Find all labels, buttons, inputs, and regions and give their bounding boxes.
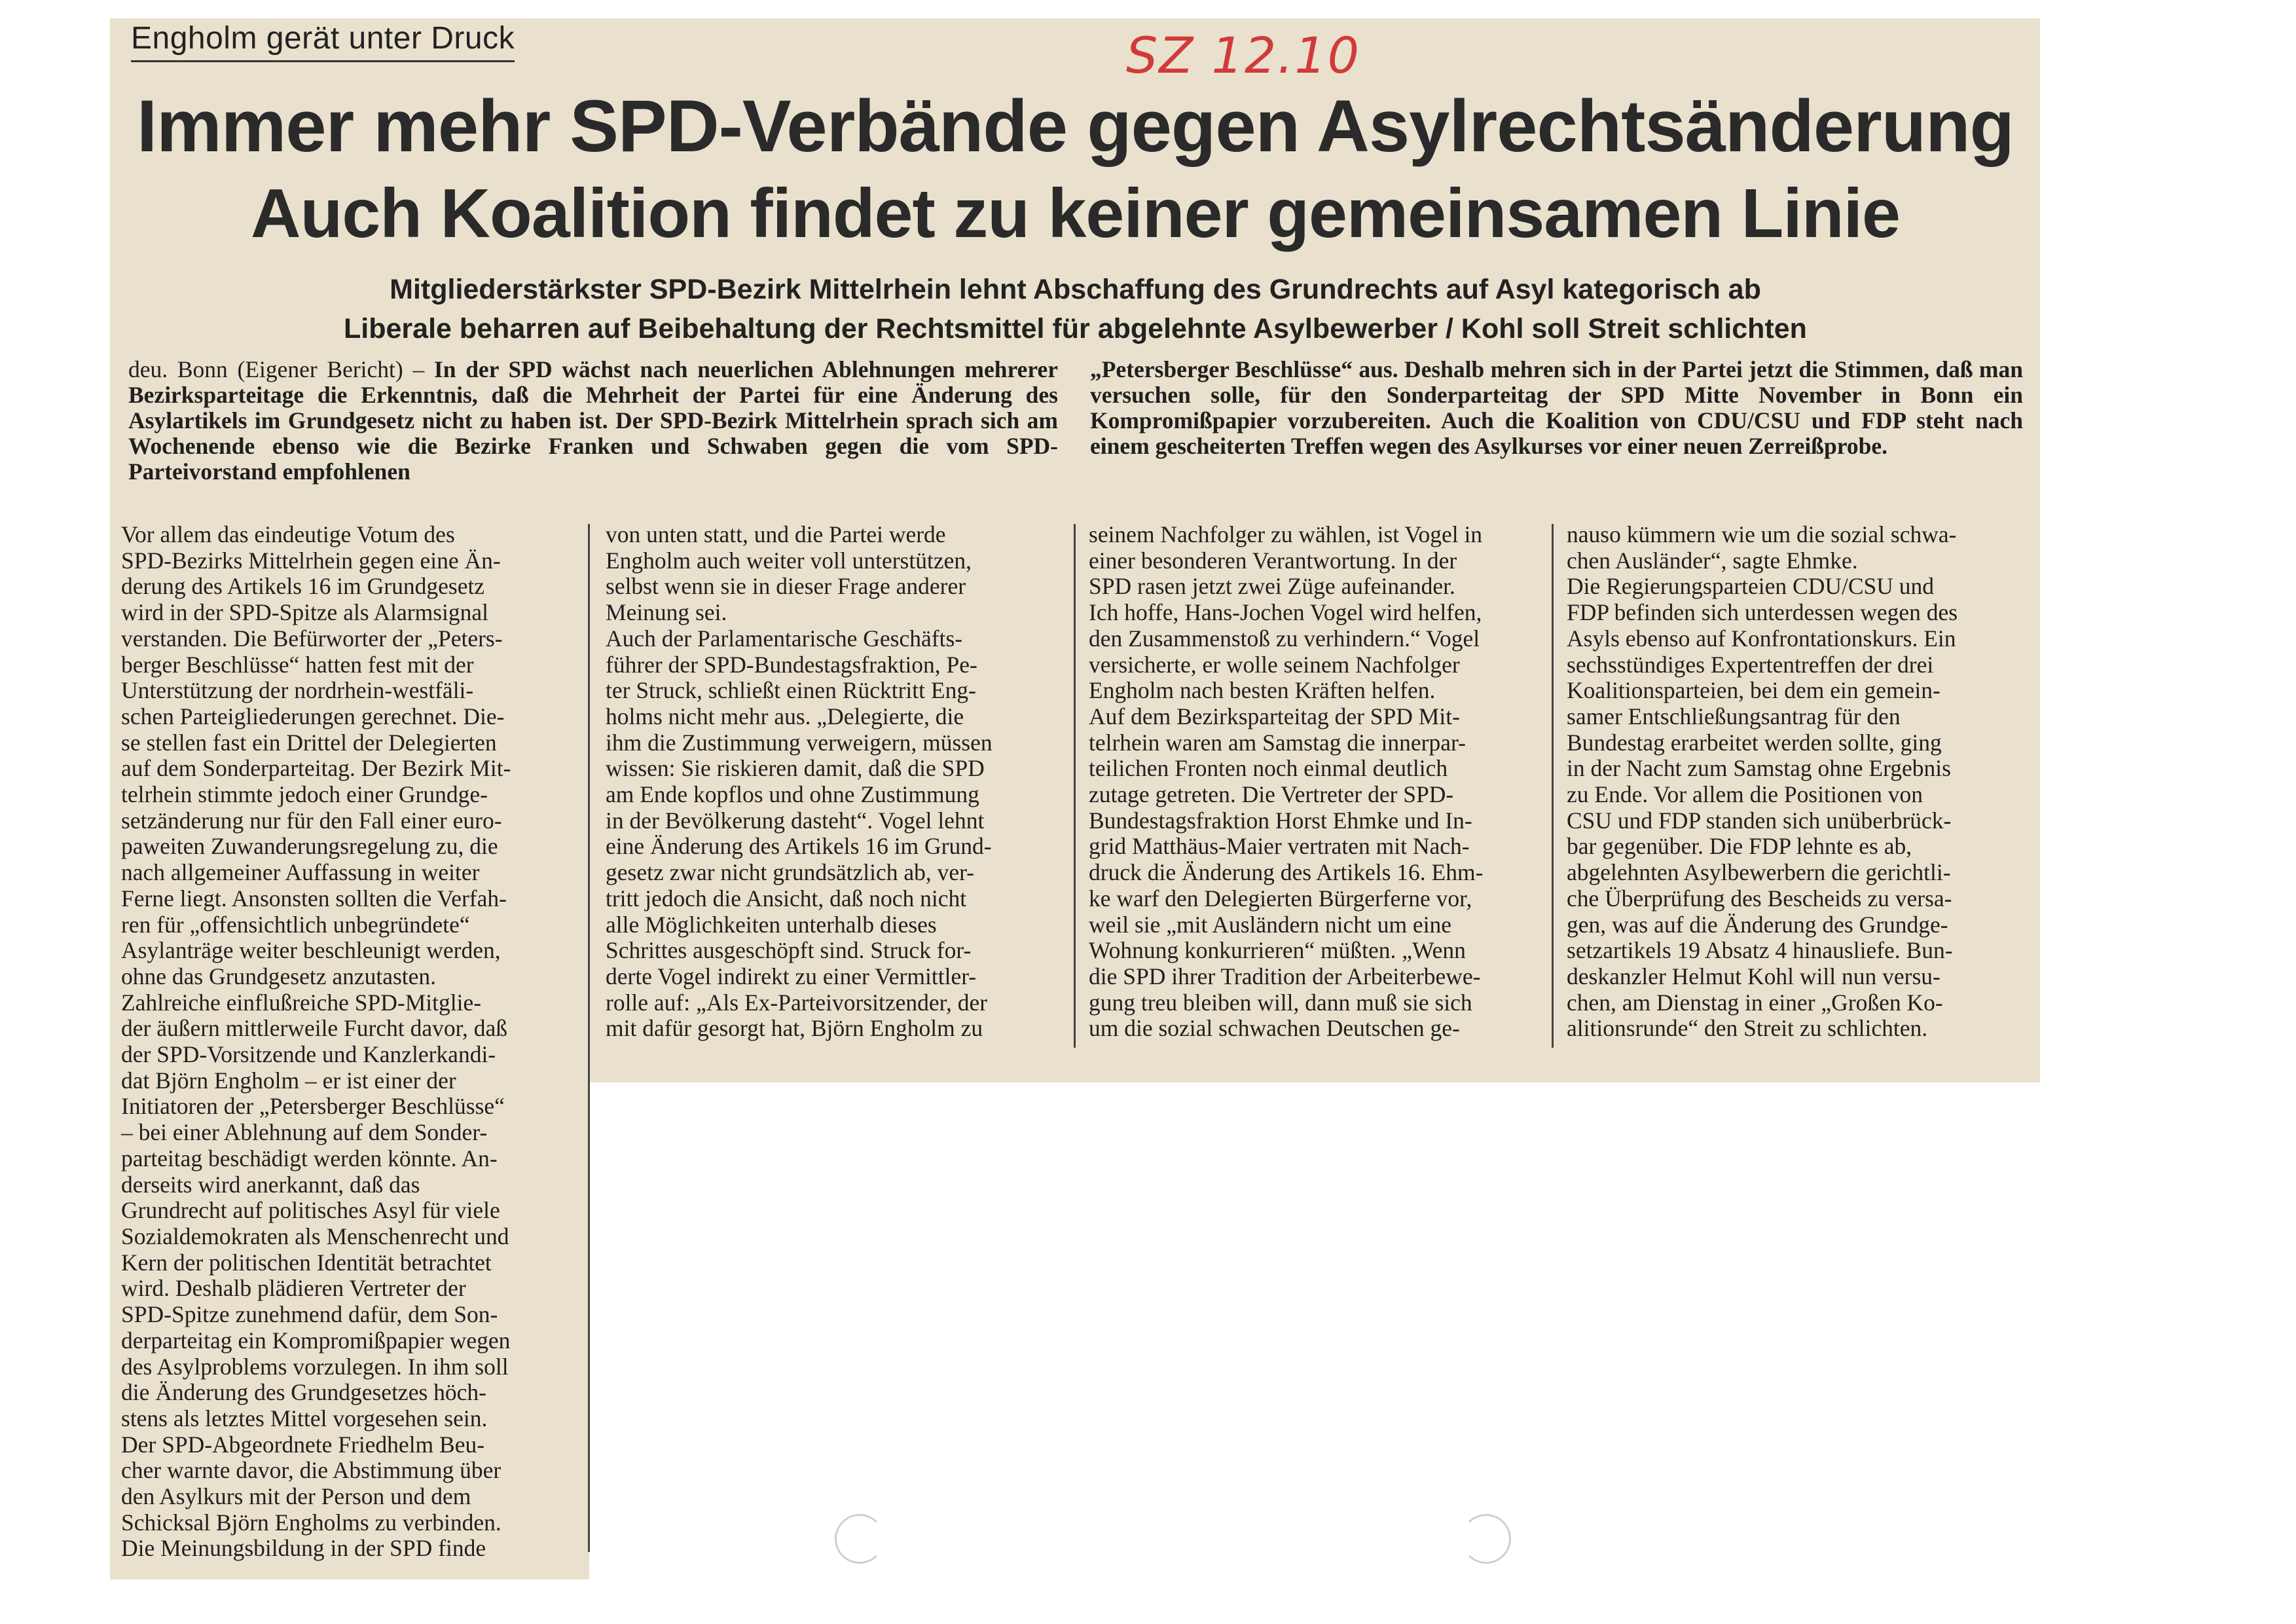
punch-hole-mark xyxy=(835,1514,884,1564)
body-column-1: Vor allem das eindeutige Votum des SPD-Bezirks Mittelrhein gegen eine Än- derung des Artikels 16 im Grundgesetz wird in der SPD-Spitze als Alarmsignal verstanden. Die Befürworter der „Peters- berger Beschlüsse“ hatten fest mit der Unterstützung der nordrhein-westfäli- schen Parteigliederungen gerechnet. Die- se stellen fast ein Drittel der Delegierten auf dem Sonderparteitag. Der Bezirk Mit- telrhein stimmte jedoch einer Grundge- setzänderung nur für den Fall einer euro- paweiten Zuwanderungsregelung zu, die nach allgemeiner Auffassung in weiter Ferne liegt. Ansonsten sollten die Verfah- ren für „offensichtlich unbegründete“ Asylanträge weiter beschleunigt werden, ohne das Grundgesetz anzutasten. Zahlreiche einflußreiche SPD-Mitglie- der äußern mittlerweile Furcht davor, daß der SPD-Vorsitzende und Kanzlerkandi- dat Björn Engholm – er ist einer der Initiatoren der „Petersberger Beschlüsse“ – bei einer Ablehnung auf dem Sonder- parteitag beschädigt werden könnte. An- derseits wird anerkannt, daß das Grundrecht auf politisches Asyl für viele Sozialdemokraten als Menschenrecht und Kern der politischen Identität betrachtet wird. Deshalb plädieren Vertreter der SPD-Spitze zunehmend dafür, dem Son- derparteitag ein Kompromißpapier wegen des Asylproblems vorzulegen. In ihm soll die Änderung des Grundgesetzes höch- stens als letztes Mittel vorgesehen sein. Der SPD-Abgeordnete Friedhelm Beu- cher warnte davor, die Abstimmung über den Asylkurs mit der Person und dem Schicksal Björn Engholms zu verbinden. Die Meinungsbildung in der SPD finde xyxy=(121,521,511,1562)
body-column-3: seinem Nachfolger zu wählen, ist Vogel in einer besonderen Verantwortung. In der SPD rasen jetzt zwei Züge aufeinander. Ich hoffe, Hans-Jochen Vogel wird helfen, den Zusammenstoß zu verhindern.“ Vogel versicherte, er wolle seinem Nachfolger Engholm nach besten Kräften helfen. Auf dem Bezirksparteitag der SPD Mit- telrhein waren am Samstag die innerpar- teilichen Fronten noch einmal deutlich zutage getreten. Die Vertreter der SPD- Bundestagsfraktion Horst Ehmke und In- grid Matthäus-Maier vertraten mit Nach- druck die Änderung des Artikels 16. Ehm- ke warf den Delegierten Bürgerferne vor, weil sie „mit Ausländern nicht um eine Wohnung konkurrieren“ müßten. „Wenn die SPD ihrer Tradition der Arbeiterbewe- gung treu bleiben will, dann muß sie sich um die sozial schwachen Deutschen ge- xyxy=(1089,521,1484,1042)
body-column-2: von unten statt, und die Partei werde Engholm auch weiter voll unterstützen, selbst wenn sie in dieser Frage anderer Meinung sei. Auch der Parlamentarische Geschäfts- führer der SPD-Bundestagsfraktion, Pe- ter Struck, schließt einen Rücktritt Eng- holms nicht mehr aus. „Delegierte, die ihm die Zustimmung verweigern, müssen wissen: Sie riskieren damit, daß die SPD am Ende kopflos und ohne Zustimmung in der Bevölkerung dasteht“. Vogel lehnt eine Änderung des Artikels 16 im Grund- gesetz zwar nicht grundsätzlich ab, ver- tritt jedoch die Ansicht, daß noch nicht alle Möglichkeiten unterhalb dieses Schrittes ausgeschöpft sind. Struck for- derte Vogel indirekt zu einer Vermittler- rolle auf: „Als Ex-Parteivorsitzender, der mit dafür gesorgt hat, Björn Engholm zu xyxy=(606,521,993,1042)
handwritten-note: SZ 12.10 xyxy=(1126,26,1361,84)
lead-text-left: In der SPD wächst nach neuerlichen Ablehnungen mehrerer Bezirksparteitage die Erkenntnis, daß die Mehrheit der Partei für eine Änderung des Asylartikels im Grundgesetz nicht zu haben ist. Der SPD-Bezirk Mittelrhein sprach sich am Wochenende ebenso wie die Bezirke Franken und Schwaben gegen die vom SPD-Parteivorstand empfohlenen xyxy=(128,356,1059,485)
column-divider xyxy=(1552,524,1554,1048)
headline-line-2: Auch Koalition findet zu keiner gemeinsamen Linie xyxy=(251,175,1900,252)
lead-paragraph-left xyxy=(128,357,1058,485)
subheadline-line-1: Mitgliederstärkster SPD-Bezirk Mittelrhein lehnt Abschaffung des Grundrechts auf Asyl kategorisch ab xyxy=(390,274,1761,305)
headline-line-1: Immer mehr SPD-Verbände gegen Asylrechtsänderung xyxy=(137,85,2014,167)
body-column-4: nauso kümmern wie um die sozial schwa- chen Ausländer“, sagte Ehmke. Die Regierungsparteien CDU/CSU und FDP befinden sich unterdessen wegen des Asyls ebenso auf Konfrontationskurs. Ein sechsstündiges Expertentreffen der drei Koalitionsparteien, bei dem ein gemein- samer Entschließungsantrag für den Bundestag erarbeitet werden sollte, ging in der Nacht zum Samstag ohne Ergebnis zu Ende. Vor allem die Positionen von CSU und FDP standen sich unüberbrück- bar gegenüber. Die FDP lehnte es ab, abgelehnten Asylbewerbern die gerichtli- che Überprüfung des Bescheids zu versa- gen, was auf die Änderung des Grundge- setzartikels 19 Absatz 4 hinausliefe. Bun- deskanzler Helmut Kohl will nun versu- chen, am Dienstag in einer „Großen Ko- alitionsrunde“ den Streit zu schlichten. xyxy=(1567,521,1958,1042)
kicker-line: Engholm gerät unter Druck xyxy=(131,20,515,62)
column-divider xyxy=(1074,524,1076,1048)
subheadline-line-2: Liberale beharren auf Beibehaltung der Rechtsmittel für abgelehnte Asylbewerber / Kohl soll Streit schlichten xyxy=(344,313,1807,344)
lead-paragraph-right: „Petersberger Beschlüsse“ aus. Deshalb mehren sich in der Partei jetzt die Stimmen, daß man versuchen solle, für den Sonderparteitag der SPD Mitte November in Bonn ein Kompromißpapier vorzubereiten. Auch die Koalition von CDU/CSU und FDP steht nach einem gescheiterten Treffen wegen des Asylkurses vor einer neuen Zerreißprobe. xyxy=(1090,356,2023,459)
column-divider xyxy=(588,524,590,1552)
dateline: deu. Bonn (Eigener Bericht) – xyxy=(128,356,425,382)
punch-hole-mark xyxy=(1461,1514,1511,1564)
